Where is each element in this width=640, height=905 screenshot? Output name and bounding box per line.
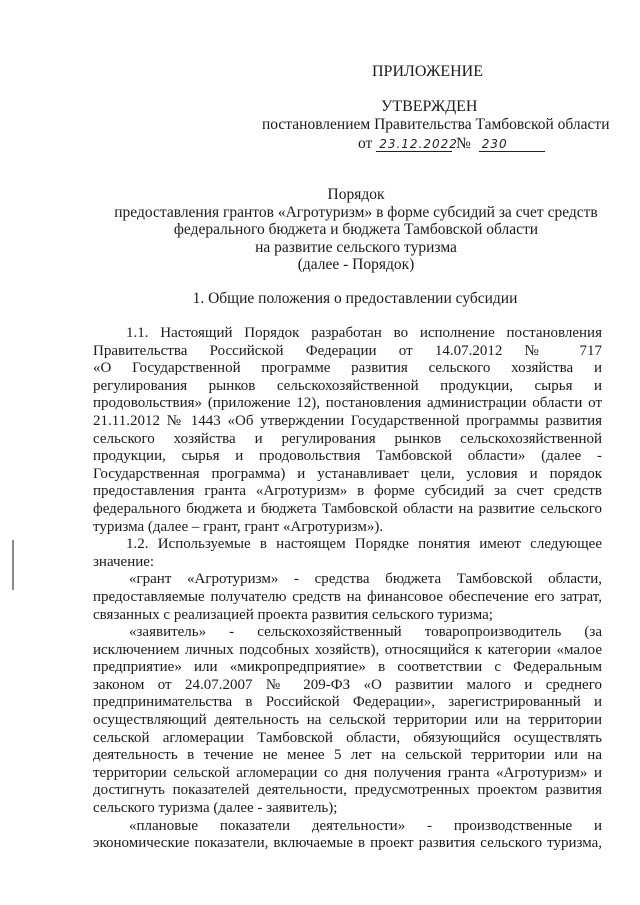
margin-mark bbox=[12, 540, 14, 590]
title-line: Порядок bbox=[327, 186, 385, 203]
text-line: «грант «Агротуризм» - средства бюджета Тамбовской области, bbox=[129, 571, 602, 588]
text-line: продовольствия» (приложение 12), постановления администрации области от bbox=[93, 395, 602, 412]
text-line: сельской агломерации Тамбовской области, обязующийся осуществлять bbox=[93, 729, 602, 746]
text-line: деятельность в течение не менее 5 лет на сельской территории или на bbox=[93, 747, 602, 764]
text-line: «плановые показатели деятельности» - производственные и bbox=[129, 817, 602, 834]
text-line: достигнуть показателей деятельности, предусмотренных проектом развития bbox=[93, 782, 602, 799]
handwritten-number: 230 bbox=[479, 137, 545, 152]
text-line: Правительства Российской Федерации от 14.07.2012 № 717 bbox=[93, 342, 602, 359]
text-line: осуществляющий деятельность на сельской территории или на территории bbox=[93, 712, 602, 729]
text-line: 21.11.2012 № 1443 «Об утверждении Государственной программы развития bbox=[93, 412, 602, 429]
text-line: 1.1. Настоящий Порядок разработан во исполнение постановления bbox=[126, 325, 602, 341]
text-line: экономические показатели, включаемые в проект развития сельского туризма, bbox=[93, 835, 602, 852]
handwritten-date: 23.12.2022 bbox=[376, 137, 452, 152]
text-line: Государственная программа) и устанавливает цели, условия и порядок bbox=[93, 465, 602, 482]
text-line: предоставляемые получателю средств на финансовое обеспечение его затрат, bbox=[93, 588, 602, 605]
decree-date-line bbox=[358, 135, 545, 153]
text-line: территории сельской агломерации со дня получения гранта «Агротуризм» и bbox=[93, 764, 602, 781]
title-line: на развитие сельского туризма bbox=[255, 238, 457, 256]
text-line: регулирования рынков сельскохозяйственной продукции, сырья и bbox=[93, 377, 602, 394]
text-line: продукции, сырья и продовольствия Тамбовской области» (далее - bbox=[93, 448, 602, 465]
text-line: «О Государственной программе развития сельского хозяйства и bbox=[93, 360, 602, 377]
appendix-label: ПРИЛОЖЕНИЕ bbox=[372, 63, 484, 80]
section-title: 1. Общие положения о предоставлении субсидии bbox=[192, 290, 518, 307]
text-line: туризма (далее – грант, грант «Агротуризм»). bbox=[93, 518, 384, 535]
text-line: исключением личных подсобных хозяйств), относящийся к категории «малое bbox=[93, 641, 602, 658]
document-title bbox=[96, 186, 616, 274]
text-line: связанных с реализацией проекта развития сельского туризма; bbox=[93, 606, 493, 623]
text-line: предпринимательства в Российской Федерации», зарегистрированный и bbox=[93, 694, 602, 711]
text-line: 1.2. Используемые в настоящем Порядке понятия имеют следующее bbox=[126, 536, 602, 553]
text-line: сельского туризма (далее - заявитель); bbox=[93, 800, 338, 817]
decree-reference: постановлением Правительства Тамбовской области bbox=[262, 116, 610, 133]
text-line: сельского хозяйства и регулирования рынков сельскохозяйственной bbox=[93, 430, 602, 447]
date-prefix: от bbox=[358, 135, 373, 152]
text-line: предоставления гранта «Агротуризм» в форме субсидий за счет средств bbox=[93, 483, 602, 500]
text-line: «заявитель» - сельскохозяйственный товаропроизводитель (за bbox=[129, 624, 602, 641]
number-sign: № bbox=[456, 135, 471, 152]
text-line: федерального бюджета и бюджета Тамбовской области на развитие сельского bbox=[93, 500, 602, 517]
text-line: значение: bbox=[93, 553, 155, 570]
text-line: предприятие» или «микропредприятие» в соответствии с Федеральным bbox=[93, 659, 602, 676]
body-text bbox=[93, 325, 602, 853]
approved-label: УТВЕРЖДЕН bbox=[381, 98, 478, 115]
title-line: федерального бюджета и бюджета Тамбовской области bbox=[173, 221, 539, 238]
title-line: предоставления грантов «Агротуризм» в форме субсидий за счет средств bbox=[114, 203, 598, 221]
text-line: законом от 24.07.2007 № 209-ФЗ «О развитии малого и среднего bbox=[93, 676, 602, 693]
title-line: (далее - Порядок) bbox=[297, 256, 415, 273]
